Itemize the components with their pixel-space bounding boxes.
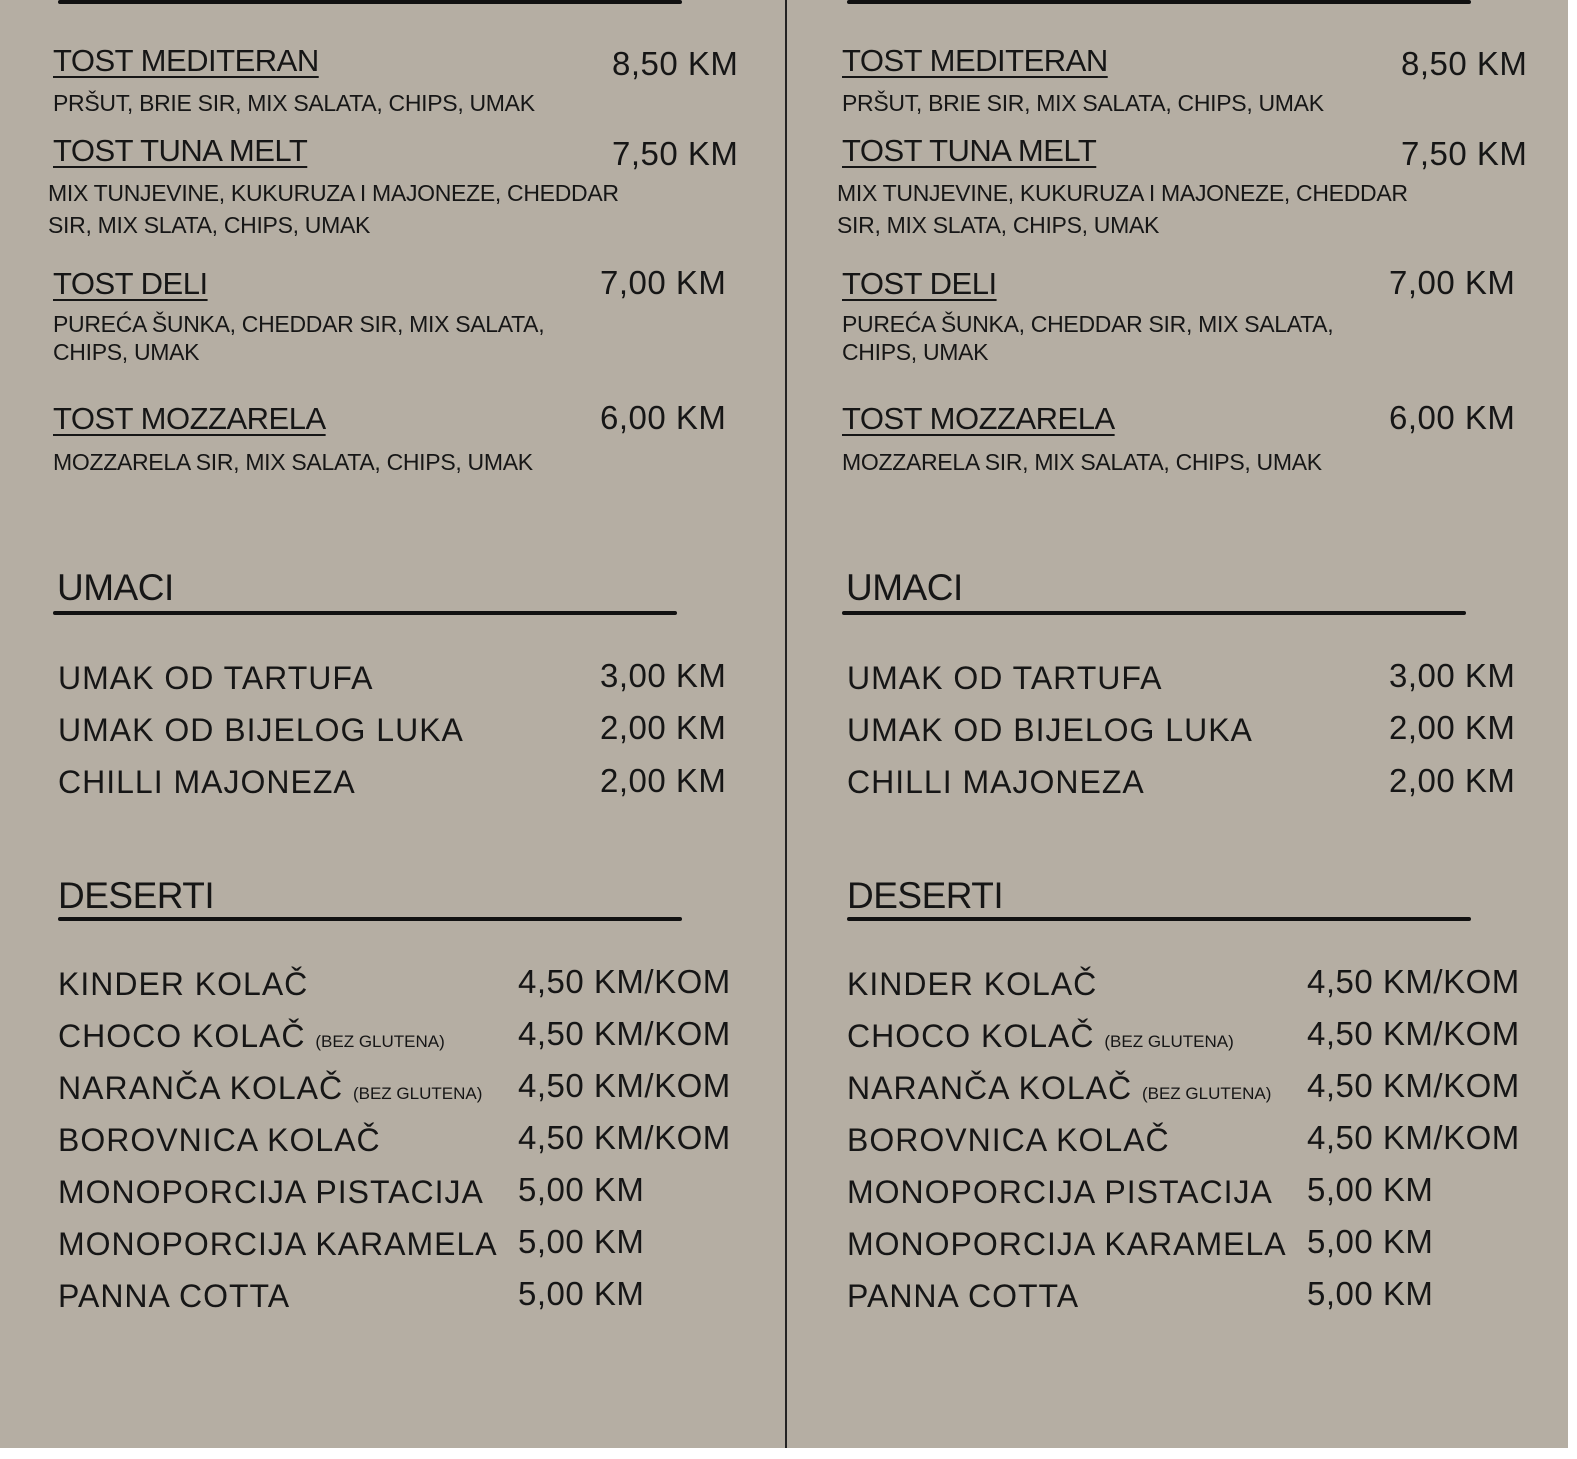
dessert-label: PANNA COTTA <box>58 1278 291 1314</box>
dessert-name <box>58 1226 498 1263</box>
item-price: 7,50 KM <box>612 135 739 172</box>
section-rule <box>58 917 682 921</box>
dessert-name <box>58 1018 445 1055</box>
item-name: TOST MEDITERAN <box>53 43 319 78</box>
item-name: TOST MOZZARELA <box>842 401 1115 436</box>
dessert-price: 4,50 KM/KOM <box>518 1119 731 1156</box>
dessert-label: NARANČA KOLAČ <box>58 1070 344 1106</box>
dessert-name <box>58 1122 381 1159</box>
dessert-label: BOROVNICA KOLAČ <box>58 1122 381 1158</box>
dessert-price: 4,50 KM/KOM <box>518 963 731 1000</box>
item-name: TOST TUNA MELT <box>842 133 1097 168</box>
dessert-label: MONOPORCIJA PISTACIJA <box>847 1174 1273 1210</box>
top-rule <box>58 0 682 4</box>
item-price: 6,00 KM <box>600 399 727 436</box>
dessert-name <box>58 1278 290 1315</box>
menu-panel-left <box>0 0 785 1448</box>
dessert-note: (BEZ GLUTENA) <box>1141 1084 1272 1103</box>
dessert-price: 5,00 KM <box>1307 1171 1434 1208</box>
item-description: MOZZARELA SIR, MIX SALATA, CHIPS, UMAK <box>842 449 1322 475</box>
dessert-label: MONOPORCIJA KARAMELA <box>58 1226 498 1262</box>
sauce-price: 2,00 KM <box>600 709 727 746</box>
item-price: 7,00 KM <box>1389 264 1516 301</box>
section-title-sauces: UMACI <box>57 567 174 608</box>
dessert-name <box>847 1226 1287 1263</box>
dessert-label: BOROVNICA KOLAČ <box>847 1122 1170 1158</box>
dessert-price: 5,00 KM <box>1307 1275 1434 1312</box>
dessert-label: CHOCO KOLAČ <box>58 1018 306 1054</box>
dessert-name <box>847 1278 1079 1315</box>
item-description: CHIPS, UMAK <box>842 339 989 365</box>
item-name: TOST TUNA MELT <box>53 133 308 168</box>
dessert-price: 5,00 KM <box>518 1275 645 1312</box>
dessert-price: 4,50 KM/KOM <box>518 1067 731 1104</box>
item-description: SIR, MIX SLATA, CHIPS, UMAK <box>837 212 1160 238</box>
section-rule <box>53 611 677 615</box>
section-title-sauces: UMACI <box>846 567 963 608</box>
section-rule <box>842 611 1466 615</box>
item-description: SIR, MIX SLATA, CHIPS, UMAK <box>48 212 371 238</box>
item-name: TOST MEDITERAN <box>842 43 1108 78</box>
dessert-price: 5,00 KM <box>518 1171 645 1208</box>
dessert-label: MONOPORCIJA KARAMELA <box>847 1226 1287 1262</box>
dessert-name <box>847 1018 1234 1055</box>
section-title-desserts: DESERTI <box>847 875 1004 916</box>
dessert-price: 4,50 KM/KOM <box>1307 963 1520 1000</box>
item-price: 6,00 KM <box>1389 399 1516 436</box>
sauce-price: 3,00 KM <box>600 657 727 694</box>
item-name: TOST DELI <box>53 266 208 301</box>
sauce-name: CHILLI MAJONEZA <box>847 764 1145 800</box>
item-description: MOZZARELA SIR, MIX SALATA, CHIPS, UMAK <box>53 449 533 475</box>
sauce-name: UMAK OD BIJELOG LUKA <box>847 712 1253 748</box>
dessert-label: PANNA COTTA <box>847 1278 1080 1314</box>
dessert-name <box>847 1122 1170 1159</box>
menu-panel-right <box>789 0 1568 1448</box>
section-title-desserts: DESERTI <box>58 875 215 916</box>
item-name: TOST DELI <box>842 266 997 301</box>
dessert-price: 4,50 KM/KOM <box>1307 1119 1520 1156</box>
item-description: PUREĆA ŠUNKA, CHEDDAR SIR, MIX SALATA, <box>53 311 545 337</box>
item-description: MIX TUNJEVINE, KUKURUZA I MAJONEZE, CHEDDAR <box>837 180 1408 206</box>
sauce-name: UMAK OD BIJELOG LUKA <box>58 712 464 748</box>
center-divider <box>785 0 787 1448</box>
sauce-name: CHILLI MAJONEZA <box>58 764 356 800</box>
item-price: 7,50 KM <box>1401 135 1528 172</box>
sauce-price: 2,00 KM <box>1389 709 1516 746</box>
dessert-price: 5,00 KM <box>1307 1223 1434 1260</box>
dessert-name <box>58 966 308 1003</box>
sauce-name: UMAK OD TARTUFA <box>847 660 1163 696</box>
item-price: 7,00 KM <box>600 264 727 301</box>
dessert-name <box>847 1070 1271 1107</box>
item-name: TOST MOZZARELA <box>53 401 326 436</box>
section-rule <box>847 917 1471 921</box>
dessert-name <box>58 1174 484 1211</box>
dessert-price: 4,50 KM/KOM <box>1307 1015 1520 1052</box>
dessert-label: CHOCO KOLAČ <box>847 1018 1095 1054</box>
dessert-label: KINDER KOLAČ <box>58 966 309 1002</box>
dessert-note: (BEZ GLUTENA) <box>352 1084 483 1103</box>
dessert-name <box>847 1174 1273 1211</box>
item-description: MIX TUNJEVINE, KUKURUZA I MAJONEZE, CHEDDAR <box>48 180 619 206</box>
item-description: PUREĆA ŠUNKA, CHEDDAR SIR, MIX SALATA, <box>842 311 1334 337</box>
sauce-name: UMAK OD TARTUFA <box>58 660 374 696</box>
item-description: CHIPS, UMAK <box>53 339 200 365</box>
dessert-label: KINDER KOLAČ <box>847 966 1098 1002</box>
sauce-price: 2,00 KM <box>1389 762 1516 799</box>
top-rule <box>847 0 1471 4</box>
item-description: PRŠUT, BRIE SIR, MIX SALATA, CHIPS, UMAK <box>53 90 535 116</box>
dessert-name <box>847 966 1097 1003</box>
dessert-label: NARANČA KOLAČ <box>847 1070 1133 1106</box>
item-price: 8,50 KM <box>1401 45 1528 82</box>
dessert-price: 4,50 KM/KOM <box>518 1015 731 1052</box>
sauce-price: 2,00 KM <box>600 762 727 799</box>
sauce-price: 3,00 KM <box>1389 657 1516 694</box>
dessert-price: 4,50 KM/KOM <box>1307 1067 1520 1104</box>
dessert-note: (BEZ GLUTENA) <box>315 1032 445 1051</box>
dessert-price: 5,00 KM <box>518 1223 645 1260</box>
dessert-note: (BEZ GLUTENA) <box>1104 1032 1234 1051</box>
dessert-name <box>58 1070 482 1107</box>
item-description: PRŠUT, BRIE SIR, MIX SALATA, CHIPS, UMAK <box>842 90 1324 116</box>
item-price: 8,50 KM <box>612 45 739 82</box>
dessert-label: MONOPORCIJA PISTACIJA <box>58 1174 484 1210</box>
